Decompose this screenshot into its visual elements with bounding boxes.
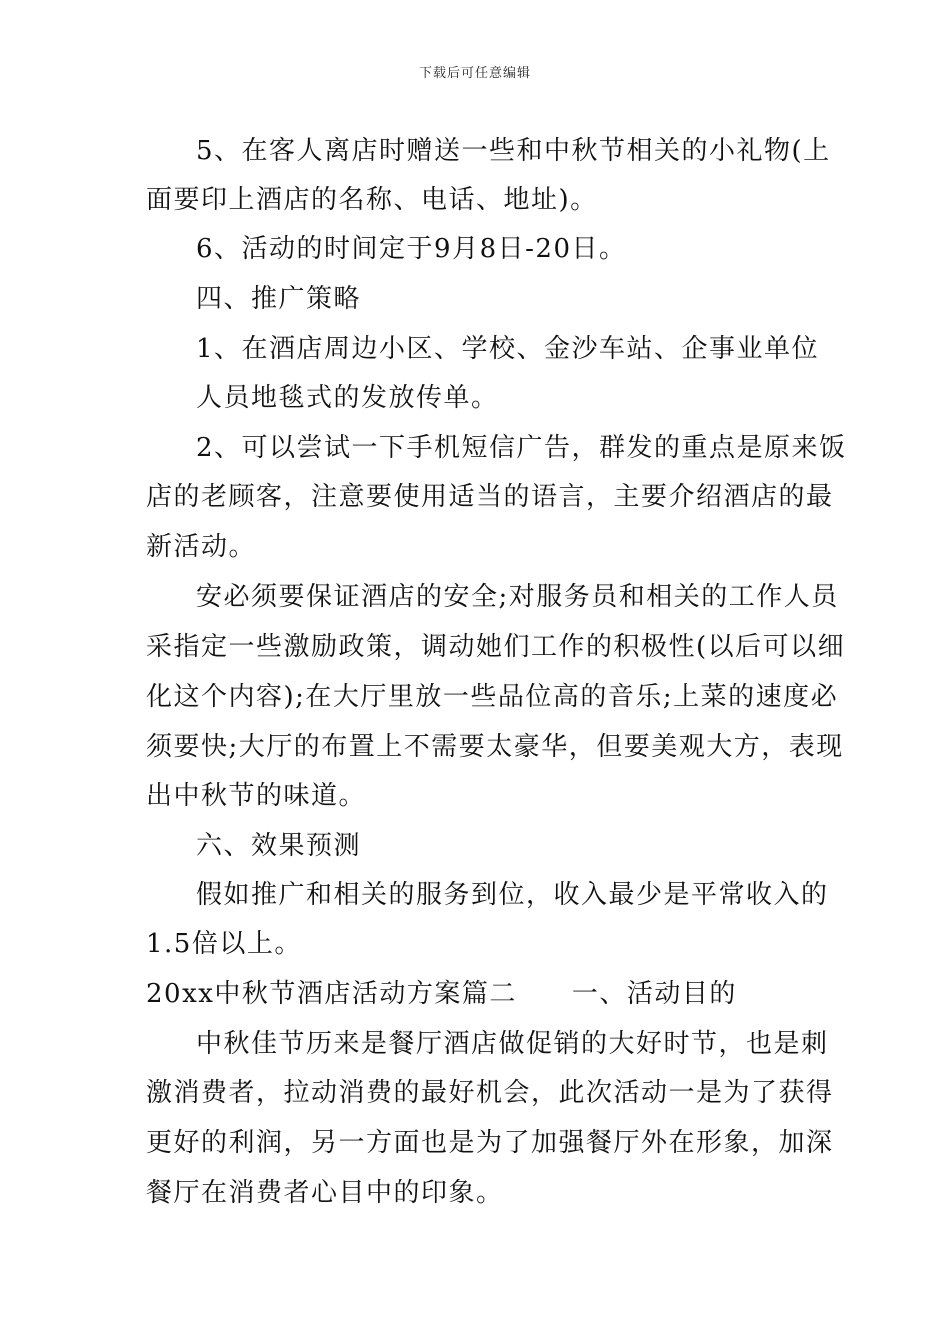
paragraph-line: 假如推广和相关的服务到位，收入最少是平常收入的 bbox=[196, 880, 829, 910]
paragraph-line: 出中秋节的味道。 bbox=[146, 781, 367, 811]
paragraph-line: 更好的利润，另一方面也是为了加强餐厅外在形象，加深 bbox=[146, 1128, 834, 1158]
page-header: 下载后可任意编辑 bbox=[418, 66, 531, 81]
paragraph-line: 须要快;大厅的布置上不需要太豪华，但要美观大方，表现 bbox=[146, 732, 844, 762]
section-title: 20xx中秋节酒店活动方案篇二 一、活动目的 bbox=[146, 979, 737, 1009]
paragraph-line: 激消费者，拉动消费的最好机会，此次活动一是为了获得 bbox=[146, 1078, 834, 1108]
paragraph-line: 化这个内容);在大厅里放一些品位高的音乐;上菜的速度必 bbox=[146, 682, 839, 712]
section-heading: 六、效果预测 bbox=[196, 831, 362, 861]
paragraph-line: 6、活动的时间定于9月8日-20日。 bbox=[196, 234, 627, 264]
paragraph-line: 餐厅在消费者心目中的印象。 bbox=[146, 1178, 504, 1208]
paragraph-line: 新活动。 bbox=[146, 532, 257, 562]
paragraph-line: 1.5倍以上。 bbox=[146, 929, 302, 959]
paragraph-line: 安必须要保证酒店的安全;对服务员和相关的工作人员 bbox=[196, 582, 839, 612]
paragraph-line: 5、在客人离店时赠送一些和中秋节相关的小礼物(上 bbox=[196, 136, 831, 166]
paragraph-line: 2、可以尝试一下手机短信广告，群发的重点是原来饭 bbox=[196, 433, 847, 463]
paragraph-line: 1、在酒店周边小区、学校、金沙车站、企事业单位 bbox=[196, 334, 820, 364]
paragraph-line: 店的老顾客，注意要使用适当的语言，主要介绍酒店的最 bbox=[146, 482, 834, 512]
section-heading: 四、推广策略 bbox=[196, 284, 362, 314]
paragraph-line: 采指定一些激励政策，调动她们工作的积极性(以后可以细 bbox=[146, 632, 846, 662]
paragraph-line: 中秋佳节历来是餐厅酒店做促销的大好时节，也是刺 bbox=[196, 1029, 829, 1059]
paragraph-line: 人员地毯式的发放传单。 bbox=[196, 383, 499, 413]
paragraph-line: 面要印上酒店的名称、电话、地址)。 bbox=[146, 185, 598, 215]
